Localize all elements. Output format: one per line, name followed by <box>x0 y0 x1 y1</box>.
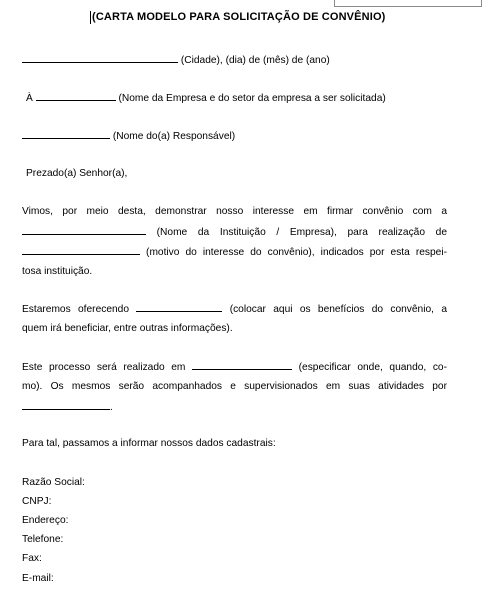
responsible-hint: (Nome do(a) Responsável) <box>112 131 236 142</box>
header-frame <box>334 0 482 7</box>
p3-line-3-end: . <box>110 402 113 413</box>
responsible-line[interactable] <box>22 126 235 146</box>
field-cnpj[interactable]: CNPJ: <box>22 496 52 507</box>
text-cursor <box>90 11 91 24</box>
p1-line-3 <box>22 242 447 263</box>
field-razao-social[interactable]: Razão Social: <box>22 477 85 488</box>
city-blank[interactable] <box>22 50 178 63</box>
place-date-text: (Cidade), (dia) de (mês) de (ano) <box>180 55 330 66</box>
greeting: Prezado(a) Senhor(a), <box>26 168 128 179</box>
p2-line-1-a: Estaremos oferecendo <box>22 304 129 315</box>
p1-line-4: tosa instituição. <box>22 266 93 277</box>
p3-line-1 <box>22 357 447 378</box>
p1-line-3-text: (motivo do interesse do convênio), indicados por esta respei- <box>146 247 447 258</box>
supervisor-blank[interactable] <box>22 397 110 410</box>
institution-blank[interactable] <box>22 222 146 235</box>
p2-line-1-b: (colocar aqui os benefícios do convênio, a <box>229 304 447 315</box>
p3-line-1-b: (especificar onde, quando, co- <box>298 362 447 373</box>
field-email[interactable]: E-mail: <box>22 573 54 584</box>
p3-line-1-a: Este processo será realizado em <box>22 362 186 373</box>
field-telefone[interactable]: Telefone: <box>22 534 64 545</box>
p3-line-2: mo). Os mesmos serão acompanhados e supervisionados em suas atividades por <box>22 381 447 392</box>
responsible-blank[interactable] <box>22 126 110 139</box>
benefits-blank[interactable] <box>136 299 222 312</box>
recipient-hint: (Nome da Empresa e do setor da empresa a ser solicitada) <box>118 93 386 104</box>
p1-line-1: Vimos, por meio desta, demonstrar nosso interesse em firmar convênio com a <box>22 206 447 217</box>
p2-line-2: quem irá beneficiar, entre outras informações). <box>22 323 233 334</box>
registration-intro: Para tal, passamos a informar nossos dados cadastrais: <box>22 438 276 449</box>
field-endereco[interactable]: Endereço: <box>22 515 69 526</box>
company-blank[interactable] <box>36 88 116 101</box>
p1-line-2-text: (Nome da Instituição / Empresa), para realização de <box>156 227 447 238</box>
recipient-prefix: À <box>26 93 33 104</box>
p2-line-1 <box>22 299 447 320</box>
location-blank[interactable] <box>192 357 292 370</box>
place-date-line[interactable] <box>22 50 330 70</box>
p1-line-2 <box>22 222 447 243</box>
field-fax[interactable]: Fax: <box>22 553 42 564</box>
p3-line-3 <box>22 397 113 417</box>
recipient-line[interactable] <box>26 88 386 108</box>
motive-blank[interactable] <box>22 242 140 255</box>
letter-title[interactable]: (CARTA MODELO PARA SOLICITAÇÃO DE CONVÊNIO) <box>92 11 386 23</box>
